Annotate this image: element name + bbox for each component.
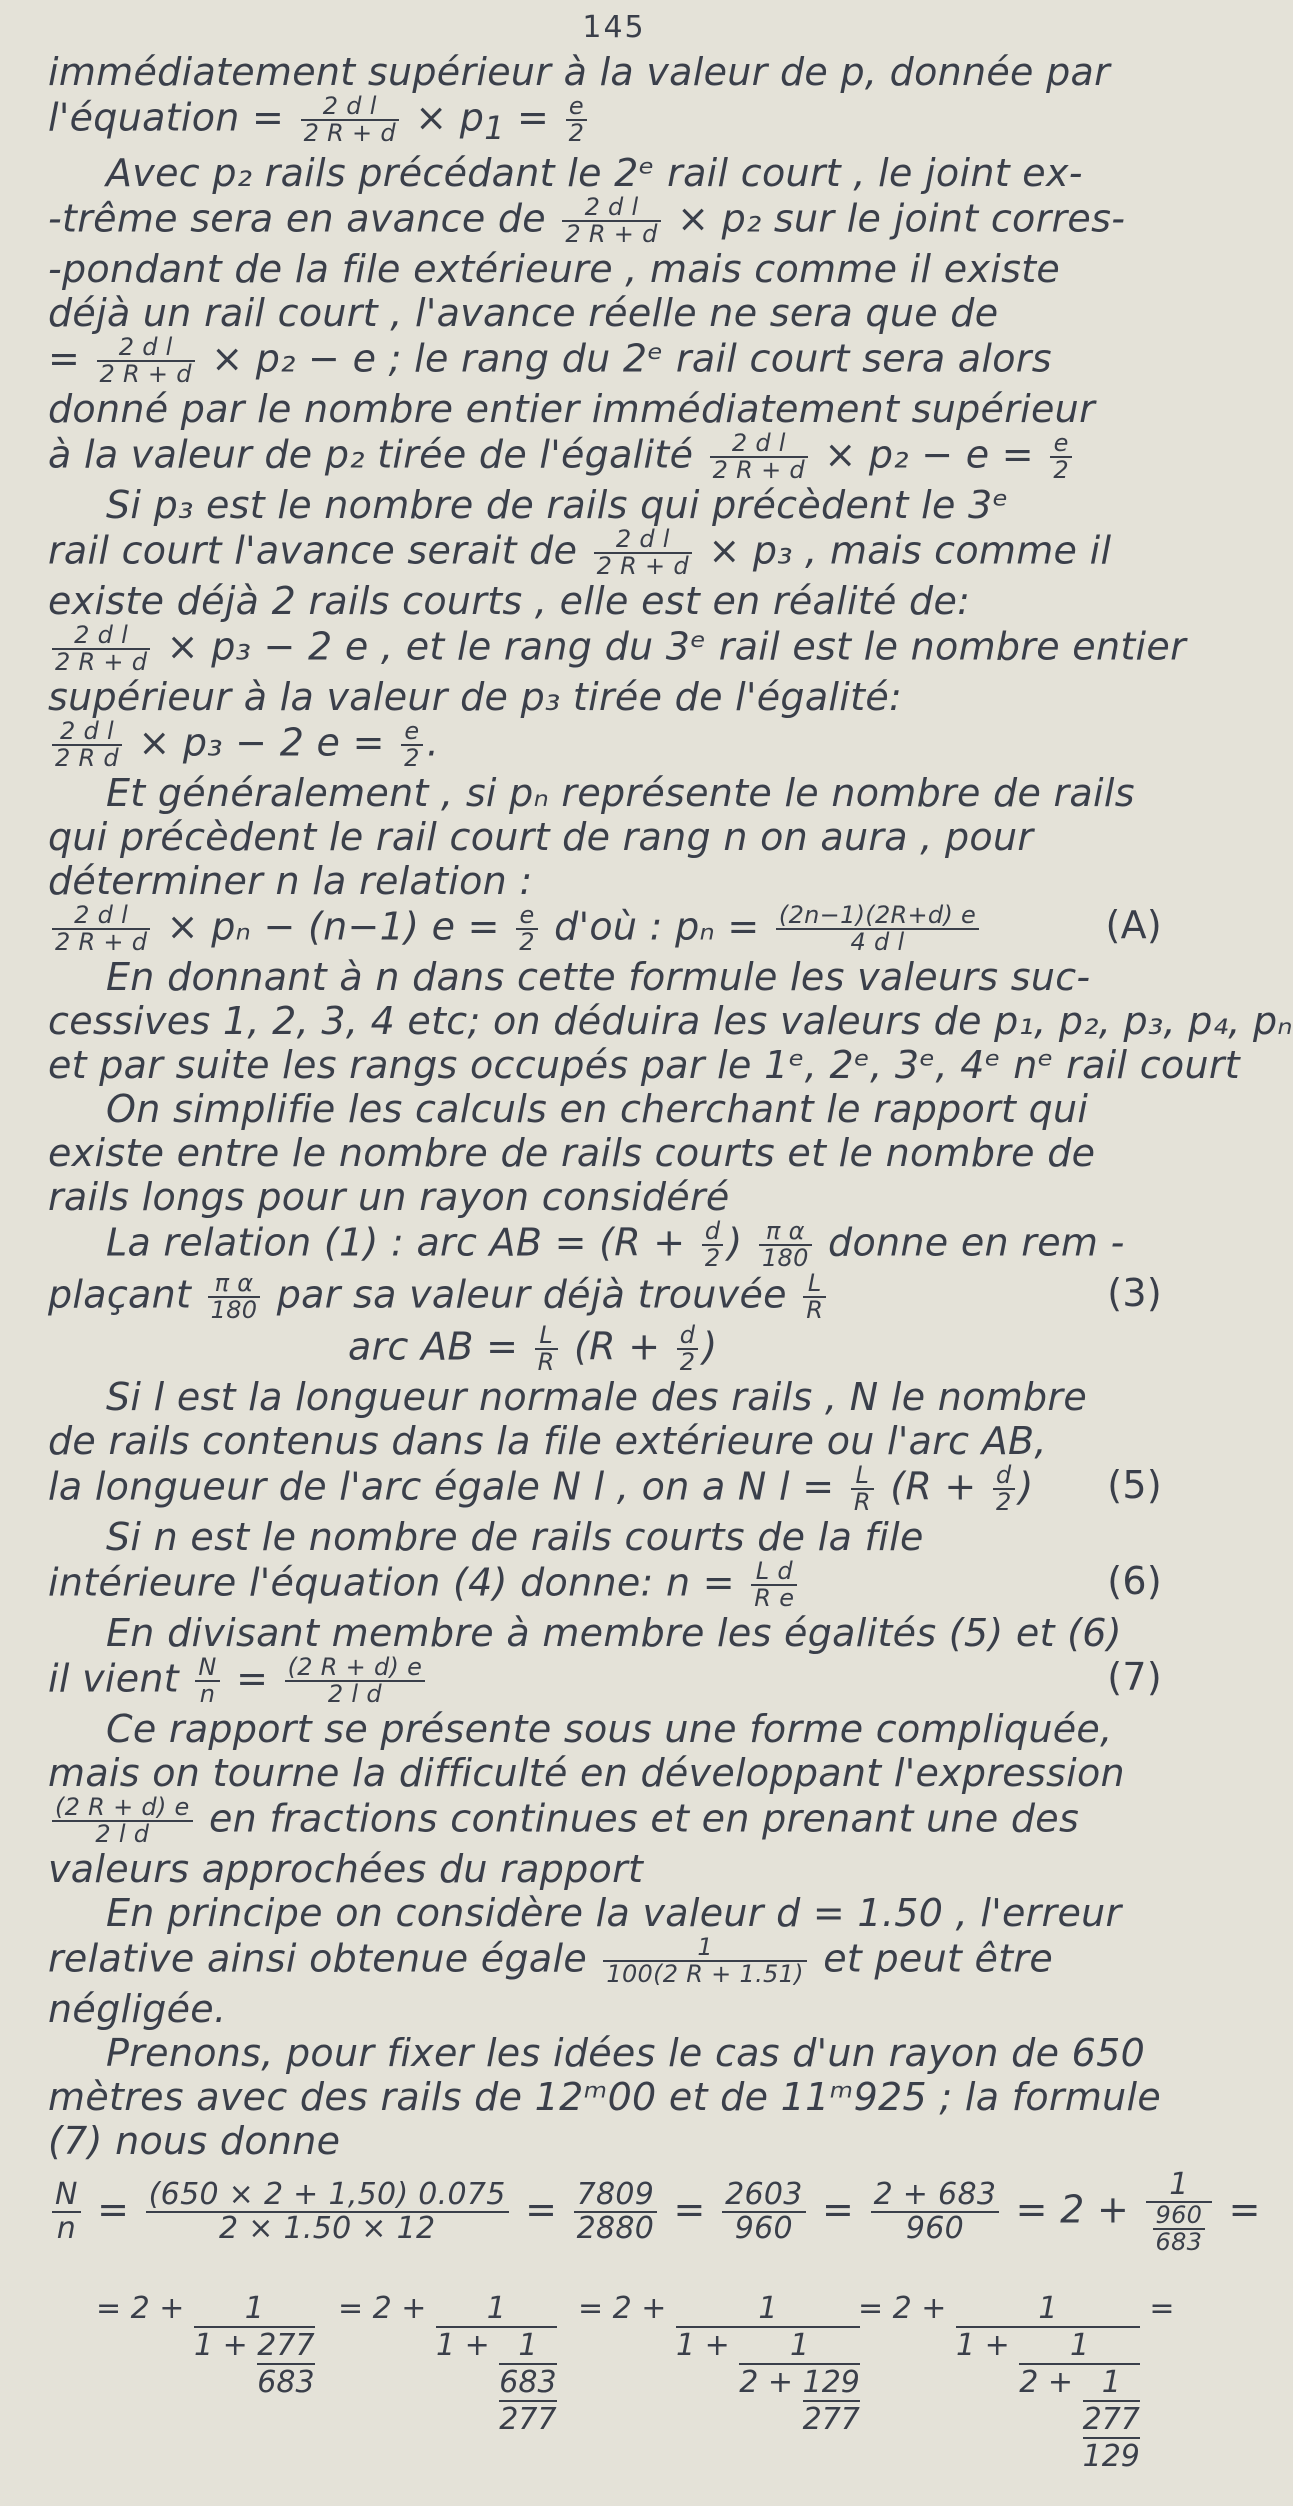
text-segment: 1 + [955, 2328, 1010, 2364]
fraction [710, 431, 808, 483]
fraction-numerator: N [195, 1655, 219, 1682]
fraction-numerator: 1 [436, 2291, 557, 2328]
text-segment: = [97, 2187, 130, 2232]
fraction-numerator: e [566, 94, 588, 121]
text-segment: × p [415, 95, 485, 140]
fraction [1050, 431, 1072, 483]
fraction [499, 2328, 556, 2437]
fraction [574, 2179, 658, 2245]
fraction-denominator [675, 2328, 860, 2438]
continued-fraction [96, 2291, 315, 2400]
fraction [594, 527, 692, 579]
text-line: En divisant membre à membre les égalités (5) et (6) [106, 1611, 1122, 1656]
fraction-numerator: 2 d l [52, 903, 150, 930]
text-line: déterminer n la relation : [48, 859, 533, 904]
fraction-denominator [1146, 2203, 1213, 2255]
text-segment: = [1015, 2187, 1048, 2232]
text-segment: 2 + [739, 2365, 794, 2401]
text-segment: . [426, 720, 440, 765]
fraction-denominator: R [806, 1296, 824, 1325]
text-segment: à la valeur de p₂ tirée de l'égalité [48, 432, 694, 477]
text-segment: plaçant [48, 1272, 192, 1317]
text-segment: × p₃ , mais comme il [708, 528, 1112, 573]
continued-fraction [578, 2291, 860, 2437]
text-segment: (R + [890, 1464, 977, 1509]
text-line: donné par le nombre entier immédiatement supérieur [48, 387, 1095, 432]
fraction [52, 1795, 193, 1847]
text-line [48, 621, 1187, 677]
fraction-denominator [739, 2365, 860, 2438]
fraction [1083, 2402, 1140, 2474]
fraction [851, 1463, 874, 1515]
fraction-denominator [1019, 2365, 1140, 2475]
fraction [562, 195, 660, 247]
text-segment: × p₂ − e ; le rang du 2ᵉ rail court sera alors [211, 336, 1052, 381]
text-segment: = 2 + [578, 2291, 667, 2327]
fraction [803, 1271, 826, 1323]
fraction [722, 2179, 806, 2245]
fraction-denominator: 129 [1082, 2439, 1140, 2475]
fraction-numerator: 683 [499, 2365, 557, 2401]
fraction [803, 2365, 860, 2437]
text-line [48, 335, 1180, 387]
fraction [603, 1935, 806, 1987]
fraction-denominator: R e [754, 1584, 795, 1613]
text-segment: arc AB = [348, 1324, 519, 1369]
fraction-denominator: 2 × 1.50 × 12 [218, 2211, 436, 2247]
fraction-denominator: 4 d l [850, 928, 905, 957]
text-segment: ) [727, 1220, 743, 1265]
text-line [48, 2167, 1261, 2257]
text-segment: et peut être [823, 1936, 1054, 1981]
fraction-denominator: 2 R + d [565, 220, 658, 249]
text-line: En donnant à n dans cette formule les valeurs suc- [106, 955, 1091, 1000]
fraction [301, 94, 399, 146]
text-segment: = [673, 2187, 706, 2232]
text-line: mais on tourne la difficulté en développant l'expression [48, 1751, 1125, 1796]
fraction-denominator: 2 [568, 119, 585, 147]
fraction-denominator: 2 [404, 744, 420, 773]
text-segment: par sa valeur déjà trouvée [276, 1272, 787, 1317]
fraction-denominator: n [199, 1680, 216, 1709]
text-line: On simplifie les calculs en cherchant le rapport qui [106, 1087, 1089, 1132]
fraction-numerator: 277 [257, 2328, 315, 2364]
fraction-numerator: d [702, 1219, 724, 1246]
fraction-numerator: 2 d l [52, 623, 150, 650]
text-segment: l'équation = [48, 95, 285, 140]
fraction-numerator: d [993, 1463, 1015, 1490]
text-segment: 2 + [1060, 2187, 1130, 2232]
fraction-numerator: 1 [956, 2291, 1140, 2328]
equation-number: (A) [1105, 903, 1162, 948]
fraction [436, 2291, 557, 2437]
continued-fraction [338, 2291, 557, 2437]
text-line [48, 527, 1180, 579]
subscript: 1 [484, 111, 505, 148]
fraction-numerator: 2 d l [710, 431, 808, 458]
fraction [759, 1219, 812, 1271]
text-segment: = 2 + [858, 2291, 947, 2327]
fraction-numerator: 2 d l [301, 94, 399, 121]
fraction [739, 2328, 860, 2437]
fraction-denominator: 2 R + d [55, 928, 148, 957]
text-line: de rails contenus dans la file extérieure ou l'arc AB, [48, 1419, 1047, 1464]
fraction [871, 2179, 1000, 2245]
fraction-numerator: 7809 [574, 2179, 658, 2213]
text-line [48, 431, 1180, 483]
fraction-numerator: 2603 [722, 2179, 806, 2213]
fraction-numerator: 1 [739, 2328, 860, 2365]
fraction [401, 719, 423, 771]
text-segment: (R + [574, 1324, 661, 1369]
fraction [1083, 2365, 1140, 2474]
fraction-numerator: 2 d l [594, 527, 692, 554]
fraction-denominator: 683 [1155, 2228, 1203, 2257]
fraction-denominator: 2 [679, 1348, 696, 1377]
fraction-numerator: d [677, 1323, 699, 1350]
fraction-denominator: R [537, 1348, 555, 1377]
text-line: mètres avec des rails de 12ᵐ00 et de 11ᵐ925 ; la formule [48, 2075, 1162, 2120]
text-line [48, 1463, 1180, 1515]
fraction [1019, 2328, 1140, 2474]
fraction [1153, 2203, 1206, 2255]
fraction [516, 903, 538, 955]
fraction-numerator: L [851, 1463, 874, 1490]
text-segment: = [1149, 2291, 1175, 2327]
fraction-numerator: e [1050, 431, 1072, 458]
fraction-numerator: π α [759, 1219, 812, 1246]
fraction-denominator: n [56, 2211, 77, 2247]
text-line [48, 195, 1180, 247]
fraction-denominator: 277 [499, 2402, 557, 2438]
fraction-denominator: 2 [519, 928, 535, 957]
fraction [52, 903, 150, 955]
fraction [676, 2291, 860, 2437]
fraction [52, 719, 122, 771]
text-segment: × p₃ − 2 e , et le rang du 3ᵉ rail est le nombre entier [166, 624, 1187, 669]
fraction-numerator: L [803, 1271, 826, 1298]
fraction-denominator: 100(2 R + 1.51) [606, 1960, 804, 1989]
fraction-numerator: 2 d l [97, 335, 195, 362]
text-line: déjà un rail court , l'avance réelle ne sera que de [48, 291, 999, 336]
continued-fraction [858, 2291, 1175, 2474]
text-segment: intérieure l'équation (4) donne: n = [48, 1560, 735, 1605]
text-line: Et généralement , si pₙ représente le nombre de rails [106, 771, 1135, 816]
fraction-denominator: 2 l d [327, 1680, 382, 1709]
text-segment: = 2 + [338, 2291, 427, 2327]
text-line: -pondant de la file extérieure , mais comme il existe [48, 247, 1061, 292]
fraction-denominator: 2 R + d [303, 119, 396, 147]
text-line: valeurs approchées du rapport [48, 1847, 644, 1892]
fraction-numerator: 960 [1153, 2203, 1206, 2230]
fraction-denominator: 2 [995, 1488, 1012, 1517]
text-line [48, 1795, 1180, 1847]
text-segment: 1 + [675, 2328, 730, 2364]
fraction-denominator: 2880 [576, 2211, 655, 2247]
fraction [776, 903, 979, 955]
text-line: qui précèdent le rail court de rang n on aura , pour [48, 815, 1034, 860]
fraction-denominator [955, 2328, 1140, 2475]
fraction-numerator: L d [751, 1559, 797, 1586]
text-segment: × pₙ − (n−1) e = [166, 904, 500, 949]
fraction-numerator: (2 R + d) e [52, 1795, 193, 1822]
fraction [52, 623, 150, 675]
text-line: Ce rapport se présente sous une forme compliquée, [106, 1707, 1113, 1752]
page-number: 145 [582, 10, 646, 45]
fraction [146, 2179, 509, 2245]
fraction [535, 1323, 558, 1375]
fraction [208, 1271, 261, 1323]
text-line: Prenons, pour fixer les idées le cas d'un rayon de 650 [106, 2031, 1146, 2076]
fraction-numerator: 1 [676, 2291, 860, 2328]
equation-number: (5) [1107, 1463, 1162, 1508]
text-line [48, 719, 1180, 771]
text-segment: = [1228, 2187, 1261, 2232]
fraction [285, 1655, 426, 1707]
equation-number: (7) [1107, 1655, 1162, 1700]
fraction-denominator: 2 R + d [99, 360, 192, 389]
fraction-numerator: 277 [1082, 2402, 1140, 2438]
text-line: En principe on considère la valeur d = 1.50 , l'erreur [106, 1891, 1122, 1936]
fraction [194, 2291, 315, 2400]
text-line: et par suite les rangs occupés par le 1ᵉ, 2ᵉ, 3ᵉ, 4ᵉ nᵉ rail court [48, 1043, 1240, 1088]
text-segment: ) [702, 1324, 718, 1369]
text-segment: La relation (1) : arc AB = (R + [106, 1220, 686, 1265]
fraction [1146, 2169, 1213, 2255]
fraction [751, 1559, 797, 1611]
text-line: existe déjà 2 rails courts , elle est en réalité de: [48, 579, 971, 624]
fraction-numerator: e [516, 903, 538, 930]
text-line: existe entre le nombre de rails courts et le nombre de [48, 1131, 1096, 1176]
text-line [48, 1935, 1180, 1987]
text-line [48, 94, 1180, 151]
fraction [677, 1323, 699, 1375]
fraction-denominator: 2 R d [55, 744, 119, 773]
text-segment: ) [1018, 1464, 1034, 1509]
text-segment: la longueur de l'arc égale N l , on a N l = [48, 1464, 835, 1509]
text-line [48, 1271, 1180, 1323]
fraction-denominator: 2 R + d [712, 456, 805, 485]
text-segment: d'où : pₙ = [554, 904, 760, 949]
text-line [48, 1323, 1180, 1375]
text-segment: = [236, 1656, 269, 1701]
fraction-denominator: 2 R + d [55, 648, 148, 677]
text-segment: = [48, 336, 81, 381]
text-segment: en fractions continues et en prenant une des [209, 1796, 1080, 1841]
fraction-denominator: 2 l d [95, 1820, 150, 1849]
text-segment: -trême sera en avance de [48, 196, 546, 241]
fraction-denominator [435, 2328, 557, 2438]
text-line: Avec p₂ rails précédant le 2ᵉ rail court , le joint ex- [106, 151, 1083, 196]
text-segment: 1 + [435, 2328, 490, 2364]
text-line [48, 1219, 1180, 1271]
text-line: négligée. [48, 1987, 227, 2032]
text-segment: il vient [48, 1656, 180, 1701]
fraction [993, 1463, 1015, 1515]
text-segment: relative ainsi obtenue égale [48, 1936, 588, 1981]
body-text [48, 50, 1293, 2257]
fraction-numerator: 1 [1083, 2365, 1140, 2402]
text-segment: = [525, 2187, 558, 2232]
equation-number: (6) [1107, 1559, 1162, 1604]
fraction-denominator: 180 [761, 1244, 809, 1273]
text-line: supérieur à la valeur de p₃ tirée de l'égalité: [48, 675, 903, 720]
text-segment: 1 + [193, 2328, 248, 2364]
fraction-numerator: N [52, 2179, 81, 2213]
text-line [48, 903, 1180, 955]
text-line [48, 1655, 1180, 1707]
fraction-numerator: 2 d l [562, 195, 660, 222]
fraction-numerator: (2 R + d) e [285, 1655, 426, 1682]
text-line: (7) nous donne [48, 2119, 341, 2164]
fraction-denominator: 180 [210, 1296, 258, 1325]
text-segment: donne en rem - [828, 1220, 1125, 1265]
fraction [257, 2328, 314, 2400]
fraction-numerator: (2n−1)(2R+d) e [776, 903, 979, 930]
text-line: Si p₃ est le nombre de rails qui précèdent le 3ᵉ [106, 483, 1009, 528]
fraction-numerator: 1 [1146, 2169, 1213, 2203]
fraction-denominator: 2 [704, 1244, 721, 1273]
fraction-denominator: 683 [257, 2365, 315, 2401]
text-segment: rail court l'avance serait de [48, 528, 578, 573]
fraction-denominator [193, 2328, 315, 2401]
continued-fractions [48, 2291, 1180, 2506]
fraction-numerator: 1 [194, 2291, 315, 2328]
fraction-numerator: (650 × 2 + 1,50) 0.075 [146, 2179, 509, 2213]
fraction-numerator: 1 [603, 1935, 806, 1962]
fraction [52, 2179, 81, 2245]
text-line: rails longs pour un rayon considéré [48, 1175, 730, 1220]
fraction-numerator: L [535, 1323, 558, 1350]
text-line: Si l est la longueur normale des rails , N le nombre [106, 1375, 1088, 1420]
fraction [499, 2365, 556, 2437]
fraction-denominator: R [853, 1488, 871, 1517]
fraction [702, 1219, 724, 1271]
fraction-numerator: 2 d l [52, 719, 122, 746]
text-line: Si n est le nombre de rails courts de la file [106, 1515, 924, 1560]
text-segment: = 2 + [96, 2291, 185, 2327]
fraction-numerator: 1 [499, 2328, 556, 2365]
fraction-numerator: 1 [1019, 2328, 1140, 2365]
fraction-numerator: π α [208, 1271, 261, 1298]
text-segment: = [517, 95, 550, 140]
fraction-denominator: 960 [905, 2211, 964, 2247]
text-segment: × p₂ − e = [824, 432, 1034, 477]
text-segment: × p₂ sur le joint corres- [677, 196, 1126, 241]
fraction [195, 1655, 219, 1707]
fraction-denominator: 2 R + d [596, 552, 689, 581]
fraction-denominator: 960 [734, 2211, 793, 2247]
fraction-numerator: 129 [802, 2365, 860, 2401]
text-segment: 2 + [1019, 2365, 1074, 2401]
text-line [48, 1559, 1180, 1611]
fraction-denominator: 2 [1053, 456, 1069, 485]
fraction [97, 335, 195, 387]
text-line: cessives 1, 2, 3, 4 etc; on déduira les valeurs de p₁, p₂, p₃, p₄, pₙ [48, 999, 1293, 1044]
fraction-numerator: e [401, 719, 423, 746]
fraction [566, 94, 588, 146]
equation-number: (3) [1107, 1271, 1162, 1316]
fraction-numerator: 2 + 683 [871, 2179, 1000, 2213]
text-line: immédiatement supérieur à la valeur de p, donnée par [48, 50, 1111, 94]
text-segment: × p₃ − 2 e = [138, 720, 385, 765]
fraction [956, 2291, 1140, 2474]
text-segment: = [822, 2187, 855, 2232]
fraction-denominator: 277 [802, 2402, 860, 2438]
